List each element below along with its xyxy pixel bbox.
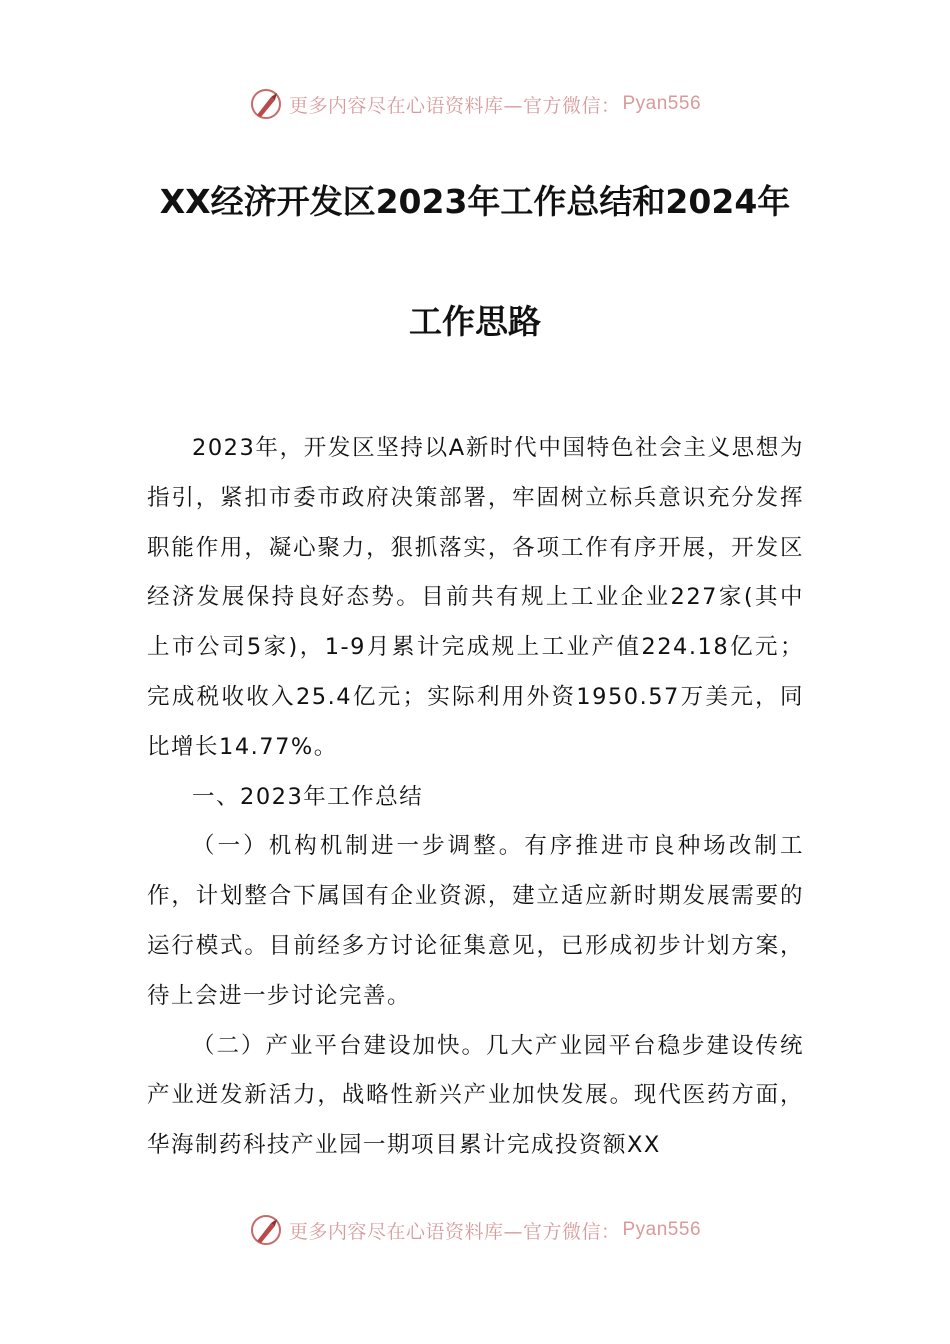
pen-nib-logo-icon [249,87,283,121]
paragraph-intro: 2023年，开发区坚持以A新时代中国特色社会主义思想为指引，紧扣市委市政府决策部署，牢固树立标兵意识充分发挥职能作用，凝心聚力，狠抓落实，各项工作有序开展，开发区经济发展保持良好态势。目前共有规上工业企业227家(其中上市公司5家)，1-9月累计完成规上工业产值224.18亿元；完成税收收入25.4亿元；实际利用外资1950.57万美元，同比增长14.77%。 [147,435,804,760]
section-heading: 一、2023年工作总结 [192,783,424,810]
watermark-text: 更多内容尽在心语资料库—官方微信： [288,94,621,117]
watermark-header [0,84,950,124]
watermark-wechat-id: Pyan556 [622,93,702,114]
document-title-line-1: XX经济开发区2023年工作总结和2024年 [159,182,791,221]
document-title-line-2: 工作思路 [409,302,541,341]
watermark-footer [0,1210,950,1250]
pen-nib-logo-icon [249,1213,283,1247]
paragraph-item-2: （二）产业平台建设加快。几大产业园平台稳步建设传统产业迸发新活力，战略性新兴产业加快发展。现代医药方面，华海制药科技产业园一期项目累计完成投资额XX [147,1032,804,1159]
paragraph-item-1: （一）机构机制进一步调整。有序推进市良种场改制工作，计划整合下属国有企业资源，建立适应新时期发展需要的运行模式。目前经多方讨论征集意见，已形成初步计划方案，待上会进一步讨论完善。 [147,833,804,1009]
watermark-text: 更多内容尽在心语资料库—官方微信： [288,1220,621,1243]
watermark-wechat-id: Pyan556 [622,1219,702,1240]
document-body [147,424,804,1171]
